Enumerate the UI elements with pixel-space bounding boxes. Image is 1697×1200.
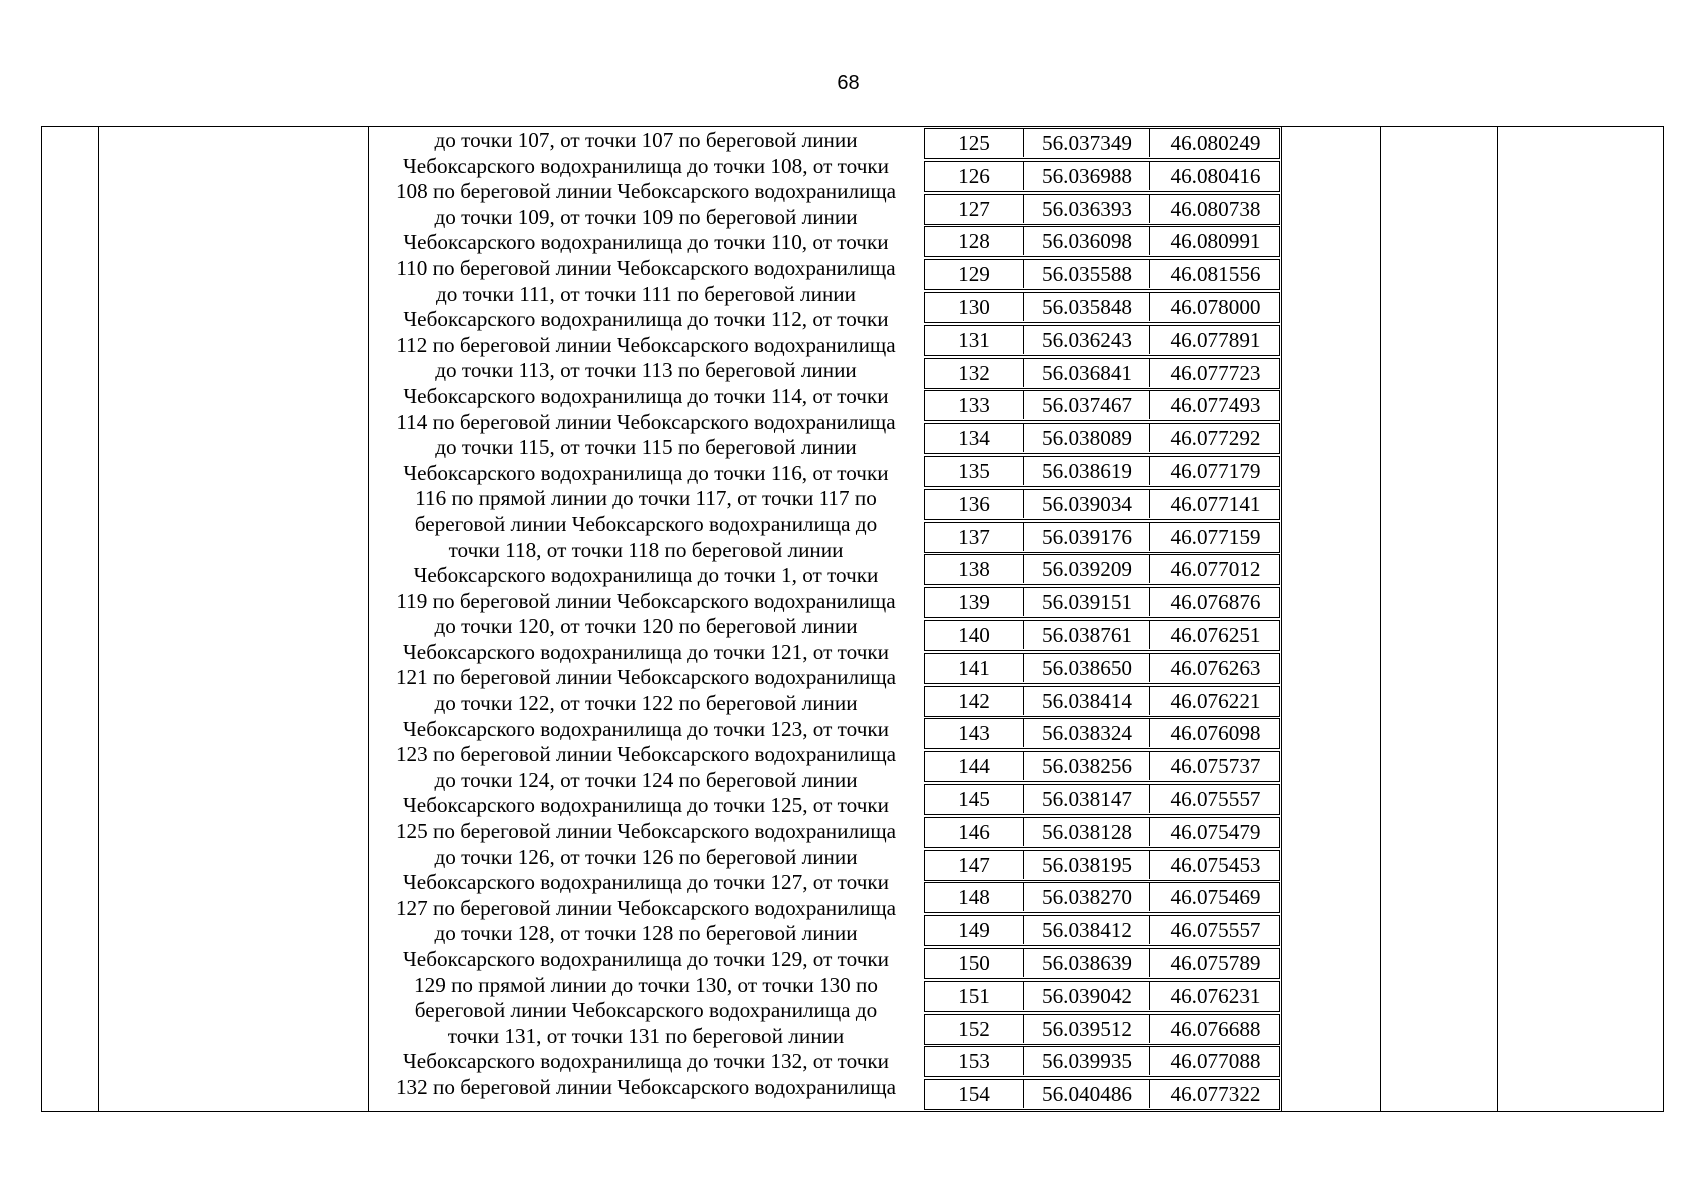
latitude-cell: 56.035588 xyxy=(1023,260,1150,288)
point-number: 146 xyxy=(958,819,990,844)
boundary-description xyxy=(372,128,920,1101)
longitude-cell: 46.080738 xyxy=(1149,195,1281,223)
description-line: 121 по береговой линии Чебоксарского водохранилища xyxy=(395,665,897,690)
description-line: 132 по береговой линии Чебоксарского водохранилища xyxy=(395,1074,897,1099)
longitude-cell: 46.077322 xyxy=(1149,1080,1281,1108)
latitude-cell: 56.038128 xyxy=(1023,818,1150,846)
point-number: 152 xyxy=(958,1016,990,1041)
table-row xyxy=(924,915,1280,946)
point-number: 141 xyxy=(958,655,990,680)
table-row xyxy=(924,784,1280,815)
description-line: Чебоксарского водохранилища до точки 1, от точки xyxy=(413,563,879,588)
point-number: 150 xyxy=(958,950,990,975)
description-line: 112 по береговой линии Чебоксарского водохранилища xyxy=(396,332,896,357)
table-row xyxy=(924,686,1280,717)
point-number: 153 xyxy=(958,1049,990,1074)
coordinates-table xyxy=(924,128,1280,1112)
longitude-cell: 46.075557 xyxy=(1149,916,1281,944)
longitude-cell: 46.076098 xyxy=(1149,719,1281,747)
latitude-cell: 56.039209 xyxy=(1023,555,1150,583)
table-row xyxy=(924,325,1280,356)
point-number: 145 xyxy=(958,786,990,811)
description-line: Чебоксарского водохранилища до точки 108, от точки xyxy=(403,153,889,178)
description-line: Чебоксарского водохранилища до точки 125, от точки xyxy=(403,793,889,818)
latitude-cell: 56.038324 xyxy=(1023,719,1150,747)
description-line: до точки 122, от точки 122 по береговой линии xyxy=(434,691,858,716)
latitude-cell: 56.038650 xyxy=(1023,654,1150,682)
description-line: 116 по прямой линии до точки 117, от точки 117 по xyxy=(415,486,877,511)
description-line: Чебоксарского водохранилища до точки 123, от точки xyxy=(403,716,889,741)
latitude-cell: 56.039512 xyxy=(1023,1015,1150,1043)
point-number: 139 xyxy=(958,590,990,615)
longitude-cell: 46.081556 xyxy=(1149,260,1281,288)
description-line: до точки 128, от точки 128 по береговой линии xyxy=(434,921,858,946)
latitude-cell: 56.038414 xyxy=(1023,687,1150,715)
longitude-cell: 46.075789 xyxy=(1149,949,1281,977)
longitude-cell: 46.075453 xyxy=(1149,851,1281,879)
table-row xyxy=(924,226,1280,257)
longitude-cell: 46.077012 xyxy=(1149,555,1281,583)
table-row xyxy=(924,882,1280,913)
description-line: 119 по береговой линии Чебоксарского водохранилища xyxy=(396,588,896,613)
table-row xyxy=(924,161,1280,192)
table-row xyxy=(924,948,1280,979)
table-row xyxy=(924,292,1280,323)
latitude-cell: 56.036098 xyxy=(1023,227,1150,255)
column-divider xyxy=(368,126,369,1112)
column-divider xyxy=(1380,126,1381,1112)
table-row xyxy=(924,620,1280,651)
table-row xyxy=(924,718,1280,749)
longitude-cell: 46.077292 xyxy=(1149,424,1281,452)
longitude-cell: 46.075479 xyxy=(1149,818,1281,846)
column-divider xyxy=(1281,126,1282,1112)
latitude-cell: 56.037467 xyxy=(1023,391,1150,419)
point-number: 131 xyxy=(958,327,990,352)
longitude-cell: 46.077141 xyxy=(1149,490,1281,518)
page-number: 68 xyxy=(837,72,860,94)
longitude-cell: 46.075737 xyxy=(1149,752,1281,780)
latitude-cell: 56.037349 xyxy=(1023,129,1150,157)
description-line: 123 по береговой линии Чебоксарского водохранилища xyxy=(395,742,897,767)
description-line: до точки 126, от точки 126 по береговой линии xyxy=(434,844,858,869)
table-row xyxy=(924,981,1280,1012)
point-number: 154 xyxy=(958,1082,990,1107)
latitude-cell: 56.038147 xyxy=(1023,785,1150,813)
description-line: до точки 115, от точки 115 по береговой линии xyxy=(435,435,857,460)
description-line: 125 по береговой линии Чебоксарского водохранилища xyxy=(395,819,897,844)
longitude-cell: 46.080249 xyxy=(1149,129,1281,157)
point-number: 132 xyxy=(958,360,990,385)
latitude-cell: 56.036243 xyxy=(1023,326,1150,354)
longitude-cell: 46.076251 xyxy=(1149,621,1281,649)
latitude-cell: 56.038089 xyxy=(1023,424,1150,452)
table-row xyxy=(924,522,1280,553)
table-row xyxy=(924,390,1280,421)
latitude-cell: 56.040486 xyxy=(1023,1080,1150,1108)
point-number: 151 xyxy=(958,983,990,1008)
point-number: 142 xyxy=(958,688,990,713)
point-number: 149 xyxy=(958,918,990,943)
longitude-cell: 46.080991 xyxy=(1149,227,1281,255)
description-line: 129 по прямой линии до точки 130, от точки 130 по xyxy=(414,972,878,997)
point-number: 130 xyxy=(958,294,990,319)
point-number: 127 xyxy=(958,196,990,221)
table-row xyxy=(924,587,1280,618)
latitude-cell: 56.039042 xyxy=(1023,982,1150,1010)
description-line: точки 118, от точки 118 по береговой линии xyxy=(448,537,844,562)
description-line: до точки 111, от точки 111 по береговой линии xyxy=(436,281,856,306)
latitude-cell: 56.035848 xyxy=(1023,293,1150,321)
point-number: 136 xyxy=(958,491,990,516)
description-line: Чебоксарского водохранилища до точки 121, от точки xyxy=(403,639,889,664)
longitude-cell: 46.077179 xyxy=(1149,457,1281,485)
latitude-cell: 56.038412 xyxy=(1023,916,1150,944)
table-row xyxy=(924,423,1280,454)
longitude-cell: 46.076876 xyxy=(1149,588,1281,616)
point-number: 128 xyxy=(958,229,990,254)
point-number: 135 xyxy=(958,458,990,483)
description-line: 114 по береговой линии Чебоксарского водохранилища xyxy=(396,409,896,434)
latitude-cell: 56.038195 xyxy=(1023,851,1150,879)
description-line: до точки 113, от точки 113 по береговой линии xyxy=(435,358,857,383)
point-number: 126 xyxy=(958,163,990,188)
description-line: 110 по береговой линии Чебоксарского водохранилища xyxy=(396,255,896,280)
longitude-cell: 46.076263 xyxy=(1149,654,1281,682)
table-row xyxy=(924,653,1280,684)
description-line: до точки 120, от точки 120 по береговой линии xyxy=(434,614,858,639)
table-row xyxy=(924,128,1280,159)
table-row xyxy=(924,751,1280,782)
latitude-cell: 56.038639 xyxy=(1023,949,1150,977)
latitude-cell: 56.039176 xyxy=(1023,523,1150,551)
longitude-cell: 46.077493 xyxy=(1149,391,1281,419)
description-line: Чебоксарского водохранилища до точки 132, от точки xyxy=(403,1049,889,1074)
latitude-cell: 56.038270 xyxy=(1023,883,1150,911)
description-line: 108 по береговой линии Чебоксарского водохранилища xyxy=(395,179,897,204)
latitude-cell: 56.036988 xyxy=(1023,162,1150,190)
description-line: береговой линии Чебоксарского водохранилища до xyxy=(414,511,878,536)
table-row xyxy=(924,259,1280,290)
description-line: Чебоксарского водохранилища до точки 114, от точки xyxy=(403,383,889,408)
point-number: 140 xyxy=(958,622,990,647)
longitude-cell: 46.076688 xyxy=(1149,1015,1281,1043)
point-number: 143 xyxy=(958,721,990,746)
longitude-cell: 46.075469 xyxy=(1149,883,1281,911)
longitude-cell: 46.077723 xyxy=(1149,359,1281,387)
table-row xyxy=(924,358,1280,389)
point-number: 134 xyxy=(958,426,990,451)
table-row xyxy=(924,456,1280,487)
longitude-cell: 46.077891 xyxy=(1149,326,1281,354)
table-row xyxy=(924,554,1280,585)
latitude-cell: 56.039935 xyxy=(1023,1047,1150,1075)
description-line: до точки 107, от точки 107 по береговой линии xyxy=(434,128,858,152)
longitude-cell: 46.076231 xyxy=(1149,982,1281,1010)
point-number: 147 xyxy=(958,852,990,877)
table-row xyxy=(924,817,1280,848)
table-row xyxy=(924,850,1280,881)
description-line: до точки 109, от точки 109 по береговой линии xyxy=(434,204,858,229)
longitude-cell: 46.075557 xyxy=(1149,785,1281,813)
description-line: точки 131, от точки 131 по береговой линии xyxy=(447,1023,845,1048)
column-divider xyxy=(1497,126,1498,1112)
latitude-cell: 56.039151 xyxy=(1023,588,1150,616)
description-line: Чебоксарского водохранилища до точки 112, от точки xyxy=(403,307,889,332)
table-row xyxy=(924,489,1280,520)
table-row xyxy=(924,194,1280,225)
description-line: до точки 124, от точки 124 по береговой линии xyxy=(434,767,858,792)
latitude-cell: 56.038619 xyxy=(1023,457,1150,485)
longitude-cell: 46.077088 xyxy=(1149,1047,1281,1075)
column-divider xyxy=(98,126,99,1112)
description-line: Чебоксарского водохранилища до точки 110, от точки xyxy=(403,230,889,255)
latitude-cell: 56.038256 xyxy=(1023,752,1150,780)
description-line: Чебоксарского водохранилища до точки 127, от точки xyxy=(403,870,889,895)
table-row xyxy=(924,1079,1280,1110)
point-number: 144 xyxy=(958,754,990,779)
description-line: Чебоксарского водохранилища до точки 129, от точки xyxy=(403,947,889,971)
table-row xyxy=(924,1014,1280,1045)
description-line: 127 по береговой линии Чебоксарского водохранилища xyxy=(395,895,897,920)
point-number: 133 xyxy=(958,393,990,418)
description-line: Чебоксарского водохранилища до точки 116, от точки xyxy=(403,460,889,485)
longitude-cell: 46.076221 xyxy=(1149,687,1281,715)
point-number: 138 xyxy=(958,557,990,582)
point-number: 137 xyxy=(958,524,990,549)
latitude-cell: 56.036393 xyxy=(1023,195,1150,223)
latitude-cell: 56.038761 xyxy=(1023,621,1150,649)
point-number: 129 xyxy=(958,262,990,287)
longitude-cell: 46.080416 xyxy=(1149,162,1281,190)
table-row xyxy=(924,1046,1280,1077)
longitude-cell: 46.078000 xyxy=(1149,293,1281,321)
point-number: 125 xyxy=(958,131,990,155)
longitude-cell: 46.077159 xyxy=(1149,523,1281,551)
description-line: береговой линии Чебоксарского водохранилища до xyxy=(414,998,878,1023)
latitude-cell: 56.039034 xyxy=(1023,490,1150,518)
point-number: 148 xyxy=(958,885,990,910)
latitude-cell: 56.036841 xyxy=(1023,359,1150,387)
